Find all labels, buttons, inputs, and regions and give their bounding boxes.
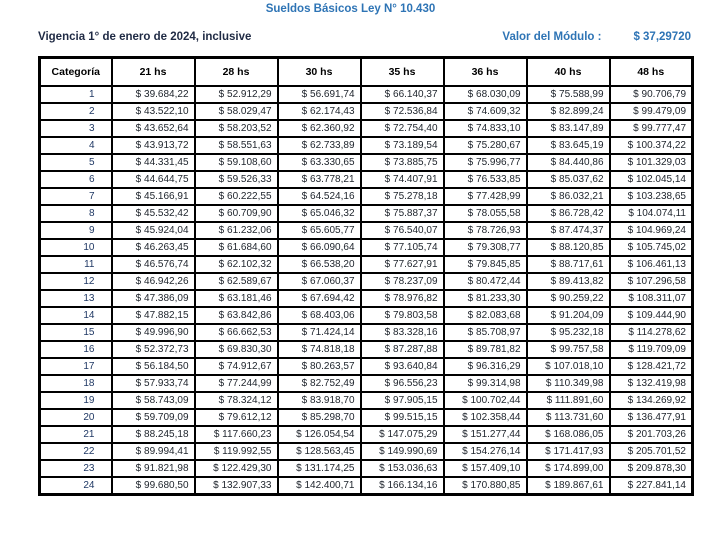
salary-cell: $ 88.717,61 <box>527 256 610 273</box>
category-cell: 12 <box>40 273 112 290</box>
salary-cell: $ 62.589,67 <box>195 273 278 290</box>
salary-cell: $ 87.474,37 <box>527 222 610 239</box>
salary-cell: $ 72.536,84 <box>361 103 444 120</box>
salary-cell: $ 108.311,07 <box>610 290 693 307</box>
salary-cell: $ 154.276,14 <box>444 443 527 460</box>
salary-cell: $ 47.882,15 <box>112 307 195 324</box>
salary-cell: $ 99.757,58 <box>527 341 610 358</box>
salary-cell: $ 75.996,77 <box>444 154 527 171</box>
salary-cell: $ 65.046,32 <box>278 205 361 222</box>
salary-cell: $ 157.409,10 <box>444 460 527 477</box>
salary-cell: $ 105.745,02 <box>610 239 693 256</box>
salary-cell: $ 74.912,67 <box>195 358 278 375</box>
table-row <box>40 358 693 375</box>
salary-cell: $ 84.440,86 <box>527 154 610 171</box>
salary-cell: $ 78.237,09 <box>361 273 444 290</box>
salary-cell: $ 74.818,18 <box>278 341 361 358</box>
salary-cell: $ 77.244,99 <box>195 375 278 392</box>
salary-cell: $ 89.994,41 <box>112 443 195 460</box>
salary-cell: $ 100.702,44 <box>444 392 527 409</box>
salary-cell: $ 107.296,58 <box>610 273 693 290</box>
salary-cell: $ 47.386,09 <box>112 290 195 307</box>
salary-cell: $ 99.680,50 <box>112 477 195 495</box>
salary-cell: $ 75.278,18 <box>361 188 444 205</box>
category-cell: 23 <box>40 460 112 477</box>
salary-cell: $ 87.287,88 <box>361 341 444 358</box>
column-header: 21 hs <box>112 58 195 87</box>
salary-cell: $ 77.428,99 <box>444 188 527 205</box>
salary-cell: $ 75.588,99 <box>527 86 610 103</box>
salary-cell: $ 106.461,13 <box>610 256 693 273</box>
salary-cell: $ 117.660,23 <box>195 426 278 443</box>
salary-cell: $ 171.417,93 <box>527 443 610 460</box>
salary-cell: $ 89.781,82 <box>444 341 527 358</box>
salary-cell: $ 56.691,74 <box>278 86 361 103</box>
salary-cell: $ 46.942,26 <box>112 273 195 290</box>
salary-cell: $ 86.728,42 <box>527 205 610 222</box>
salary-cell: $ 65.605,77 <box>278 222 361 239</box>
salary-cell: $ 151.277,44 <box>444 426 527 443</box>
category-cell: 9 <box>40 222 112 239</box>
salary-cell: $ 153.036,63 <box>361 460 444 477</box>
salary-cell: $ 174.899,00 <box>527 460 610 477</box>
salary-cell: $ 149.990,69 <box>361 443 444 460</box>
salary-cell: $ 114.278,62 <box>610 324 693 341</box>
salary-cell: $ 131.174,25 <box>278 460 361 477</box>
salary-cell: $ 46.263,45 <box>112 239 195 256</box>
salary-cell: $ 76.540,07 <box>361 222 444 239</box>
salary-cell: $ 104.074,11 <box>610 205 693 222</box>
salary-cell: $ 63.778,21 <box>278 171 361 188</box>
column-header: 35 hs <box>361 58 444 87</box>
salary-cell: $ 43.652,64 <box>112 120 195 137</box>
salary-cell: $ 49.996,90 <box>112 324 195 341</box>
table-row <box>40 460 693 477</box>
table-row <box>40 341 693 358</box>
salary-cell: $ 113.731,60 <box>527 409 610 426</box>
salary-cell: $ 62.360,92 <box>278 120 361 137</box>
salary-cell: $ 101.329,03 <box>610 154 693 171</box>
table-row <box>40 392 693 409</box>
salary-cell: $ 142.400,71 <box>278 477 361 495</box>
salary-cell: $ 63.842,86 <box>195 307 278 324</box>
table-row <box>40 188 693 205</box>
salary-cell: $ 43.522,10 <box>112 103 195 120</box>
salary-cell: $ 81.233,30 <box>444 290 527 307</box>
salary-cell: $ 66.538,20 <box>278 256 361 273</box>
table-row <box>40 205 693 222</box>
salary-cell: $ 79.803,58 <box>361 307 444 324</box>
salary-cell: $ 58.203,52 <box>195 120 278 137</box>
salary-cell: $ 75.887,37 <box>361 205 444 222</box>
salary-cell: $ 56.184,50 <box>112 358 195 375</box>
salary-cell: $ 67.060,37 <box>278 273 361 290</box>
salary-cell: $ 96.316,29 <box>444 358 527 375</box>
salary-cell: $ 77.105,74 <box>361 239 444 256</box>
salary-cell: $ 227.841,14 <box>610 477 693 495</box>
table-row <box>40 290 693 307</box>
salary-cell: $ 59.526,33 <box>195 171 278 188</box>
salary-cell: $ 79.612,12 <box>195 409 278 426</box>
salary-cell: $ 82.752,49 <box>278 375 361 392</box>
module-value-group <box>502 31 691 43</box>
table-row <box>40 222 693 239</box>
salary-cell: $ 66.140,37 <box>361 86 444 103</box>
table-row <box>40 154 693 171</box>
salary-cell: $ 63.181,46 <box>195 290 278 307</box>
salary-cell: $ 86.032,21 <box>527 188 610 205</box>
table-row <box>40 120 693 137</box>
salary-cell: $ 62.102,32 <box>195 256 278 273</box>
module-label: Valor del Módulo : <box>502 31 602 43</box>
table-row <box>40 477 693 495</box>
salary-cell: $ 71.424,14 <box>278 324 361 341</box>
category-cell: 19 <box>40 392 112 409</box>
column-header: 36 hs <box>444 58 527 87</box>
salary-cell: $ 66.090,64 <box>278 239 361 256</box>
salary-cell: $ 45.166,91 <box>112 188 195 205</box>
effective-date-label: Vigencia 1° de enero de 2024, inclusive <box>38 31 252 43</box>
salary-cell: $ 58.743,09 <box>112 392 195 409</box>
salary-cell: $ 119.709,09 <box>610 341 693 358</box>
salary-cell: $ 126.054,54 <box>278 426 361 443</box>
salary-cell: $ 80.472,44 <box>444 273 527 290</box>
salary-cell: $ 102.045,14 <box>610 171 693 188</box>
salary-cell: $ 147.075,29 <box>361 426 444 443</box>
salary-cell: $ 100.374,22 <box>610 137 693 154</box>
column-header: Categoría <box>40 58 112 87</box>
salary-cell: $ 107.018,10 <box>527 358 610 375</box>
salary-cell: $ 97.905,15 <box>361 392 444 409</box>
salary-cell: $ 52.372,73 <box>112 341 195 358</box>
table-row <box>40 137 693 154</box>
salary-cell: $ 110.349,98 <box>527 375 610 392</box>
salary-cell: $ 73.189,54 <box>361 137 444 154</box>
category-cell: 24 <box>40 477 112 495</box>
column-header: 40 hs <box>527 58 610 87</box>
salary-cell: $ 91.204,09 <box>527 307 610 324</box>
salary-cell: $ 99.314,98 <box>444 375 527 392</box>
salary-cell: $ 69.830,30 <box>195 341 278 358</box>
table-row <box>40 273 693 290</box>
salary-cell: $ 95.232,18 <box>527 324 610 341</box>
salary-cell: $ 99.777,47 <box>610 120 693 137</box>
subheader-row <box>38 31 691 43</box>
salary-cell: $ 77.627,91 <box>361 256 444 273</box>
salary-cell: $ 80.263,57 <box>278 358 361 375</box>
column-header: 30 hs <box>278 58 361 87</box>
salary-cell: $ 58.029,47 <box>195 103 278 120</box>
category-cell: 14 <box>40 307 112 324</box>
salary-cell: $ 78.324,12 <box>195 392 278 409</box>
salary-cell: $ 62.733,89 <box>278 137 361 154</box>
salary-cell: $ 209.878,30 <box>610 460 693 477</box>
salary-cell: $ 74.407,91 <box>361 171 444 188</box>
table-row <box>40 409 693 426</box>
salary-cell: $ 73.885,75 <box>361 154 444 171</box>
salary-cell: $ 132.907,33 <box>195 477 278 495</box>
salary-table <box>38 56 694 496</box>
salary-cell: $ 52.912,29 <box>195 86 278 103</box>
category-cell: 20 <box>40 409 112 426</box>
salary-cell: $ 168.086,05 <box>527 426 610 443</box>
salary-cell: $ 45.924,04 <box>112 222 195 239</box>
salary-cell: $ 45.532,42 <box>112 205 195 222</box>
salary-cell: $ 104.969,24 <box>610 222 693 239</box>
salary-cell: $ 78.726,93 <box>444 222 527 239</box>
table-row <box>40 86 693 103</box>
salary-cell: $ 128.421,72 <box>610 358 693 375</box>
category-cell: 22 <box>40 443 112 460</box>
column-header: 28 hs <box>195 58 278 87</box>
salary-cell: $ 85.037,62 <box>527 171 610 188</box>
salary-cell: $ 76.533,85 <box>444 171 527 188</box>
salary-cell: $ 90.259,22 <box>527 290 610 307</box>
category-cell: 2 <box>40 103 112 120</box>
table-body <box>40 86 693 495</box>
salary-cell: $ 85.708,97 <box>444 324 527 341</box>
salary-cell: $ 88.245,18 <box>112 426 195 443</box>
salary-cell: $ 99.479,09 <box>610 103 693 120</box>
salary-cell: $ 43.913,72 <box>112 137 195 154</box>
salary-cell: $ 57.933,74 <box>112 375 195 392</box>
category-cell: 7 <box>40 188 112 205</box>
salary-cell: $ 72.754,40 <box>361 120 444 137</box>
salary-cell: $ 201.703,26 <box>610 426 693 443</box>
salary-cell: $ 39.684,22 <box>112 86 195 103</box>
salary-cell: $ 90.706,79 <box>610 86 693 103</box>
table-row <box>40 443 693 460</box>
salary-cell: $ 78.976,82 <box>361 290 444 307</box>
salary-cell: $ 62.174,43 <box>278 103 361 120</box>
category-cell: 21 <box>40 426 112 443</box>
salary-cell: $ 99.515,15 <box>361 409 444 426</box>
salary-cell: $ 111.891,60 <box>527 392 610 409</box>
salary-cell: $ 44.644,75 <box>112 171 195 188</box>
salary-cell: $ 189.867,61 <box>527 477 610 495</box>
salary-cell: $ 91.821,98 <box>112 460 195 477</box>
salary-cell: $ 68.403,06 <box>278 307 361 324</box>
salary-cell: $ 85.298,70 <box>278 409 361 426</box>
salary-cell: $ 67.694,42 <box>278 290 361 307</box>
table-row <box>40 307 693 324</box>
category-cell: 1 <box>40 86 112 103</box>
category-cell: 3 <box>40 120 112 137</box>
column-header: 48 hs <box>610 58 693 87</box>
salary-cell: $ 166.134,16 <box>361 477 444 495</box>
salary-cell: $ 46.576,74 <box>112 256 195 273</box>
category-cell: 5 <box>40 154 112 171</box>
module-value: $ 37,29720 <box>633 31 691 43</box>
salary-cell: $ 88.120,85 <box>527 239 610 256</box>
category-cell: 6 <box>40 171 112 188</box>
salary-cell: $ 79.845,85 <box>444 256 527 273</box>
salary-cell: $ 128.563,45 <box>278 443 361 460</box>
salary-cell: $ 66.662,53 <box>195 324 278 341</box>
table-row <box>40 256 693 273</box>
salary-cell: $ 102.358,44 <box>444 409 527 426</box>
salary-cell: $ 61.232,06 <box>195 222 278 239</box>
salary-cell: $ 59.709,09 <box>112 409 195 426</box>
salary-cell: $ 103.238,65 <box>610 188 693 205</box>
salary-cell: $ 59.108,60 <box>195 154 278 171</box>
salary-cell: $ 68.030,09 <box>444 86 527 103</box>
table-row <box>40 375 693 392</box>
salary-cell: $ 74.609,32 <box>444 103 527 120</box>
salary-cell: $ 170.880,85 <box>444 477 527 495</box>
salary-cell: $ 96.556,23 <box>361 375 444 392</box>
salary-cell: $ 109.444,90 <box>610 307 693 324</box>
salary-cell: $ 64.524,16 <box>278 188 361 205</box>
category-cell: 16 <box>40 341 112 358</box>
salary-cell: $ 58.551,63 <box>195 137 278 154</box>
salary-cell: $ 132.419,98 <box>610 375 693 392</box>
salary-cell: $ 83.147,89 <box>527 120 610 137</box>
salary-cell: $ 89.413,82 <box>527 273 610 290</box>
salary-cell: $ 83.328,16 <box>361 324 444 341</box>
table-row <box>40 324 693 341</box>
salary-cell: $ 83.918,70 <box>278 392 361 409</box>
salary-cell: $ 82.083,68 <box>444 307 527 324</box>
salary-cell: $ 60.222,55 <box>195 188 278 205</box>
salary-cell: $ 134.269,92 <box>610 392 693 409</box>
category-cell: 10 <box>40 239 112 256</box>
category-cell: 18 <box>40 375 112 392</box>
document-title: Sueldos Básicos Ley N° 10.430 <box>265 3 436 15</box>
salary-cell: $ 75.280,67 <box>444 137 527 154</box>
table-row <box>40 103 693 120</box>
salary-cell: $ 83.645,19 <box>527 137 610 154</box>
salary-cell: $ 74.833,10 <box>444 120 527 137</box>
table-row <box>40 239 693 256</box>
table-row <box>40 171 693 188</box>
salary-cell: $ 205.701,52 <box>610 443 693 460</box>
category-cell: 15 <box>40 324 112 341</box>
salary-cell: $ 44.331,45 <box>112 154 195 171</box>
salary-cell: $ 136.477,91 <box>610 409 693 426</box>
salary-cell: $ 61.684,60 <box>195 239 278 256</box>
salary-cell: $ 119.992,55 <box>195 443 278 460</box>
salary-cell: $ 63.330,65 <box>278 154 361 171</box>
salary-cell: $ 79.308,77 <box>444 239 527 256</box>
salary-cell: $ 82.899,24 <box>527 103 610 120</box>
category-cell: 4 <box>40 137 112 154</box>
category-cell: 11 <box>40 256 112 273</box>
category-cell: 8 <box>40 205 112 222</box>
salary-cell: $ 93.640,84 <box>361 358 444 375</box>
category-cell: 17 <box>40 358 112 375</box>
salary-cell: $ 60.709,90 <box>195 205 278 222</box>
table-row <box>40 426 693 443</box>
category-cell: 13 <box>40 290 112 307</box>
salary-cell: $ 122.429,30 <box>195 460 278 477</box>
salary-cell: $ 78.055,58 <box>444 205 527 222</box>
table-header-row <box>40 58 693 87</box>
